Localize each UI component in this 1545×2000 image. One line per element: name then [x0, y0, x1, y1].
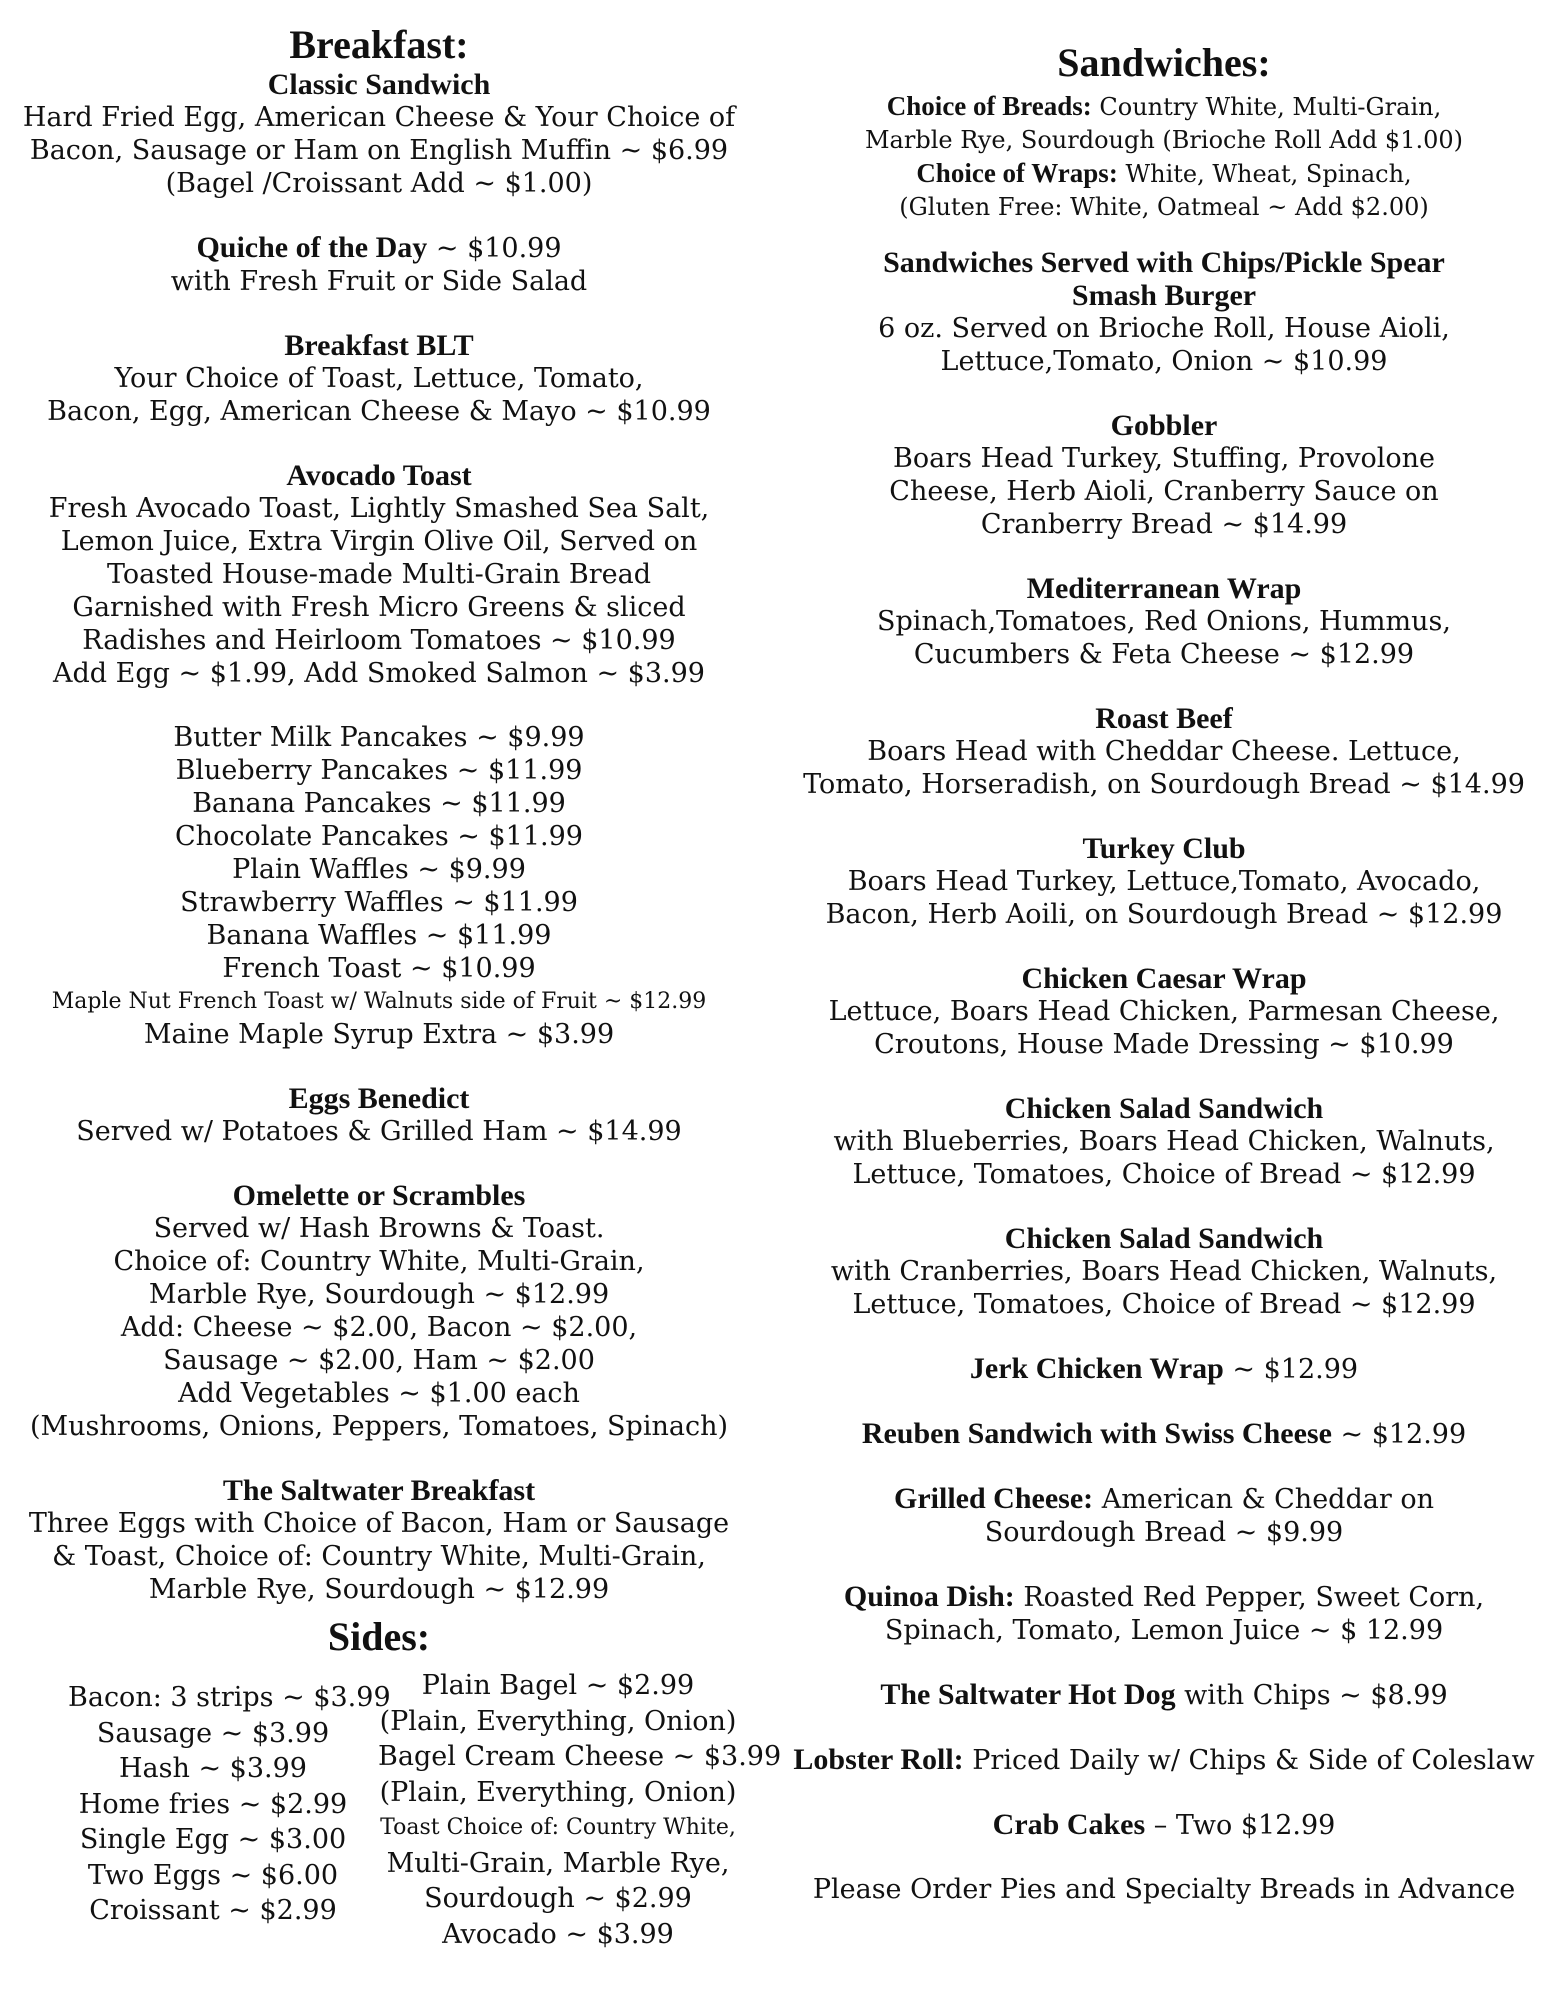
list-item: Butter Milk Pancakes ~ $9.99	[173, 722, 585, 753]
item-description: Served w/ Hash Browns & Toast.	[153, 1213, 605, 1244]
item-description: Your Choice of Toast, Lettuce, Tomato,	[114, 363, 644, 394]
menu-item-quinoa-dish	[792, 1580, 1536, 1647]
item-name: Gobbler	[1110, 409, 1218, 442]
item-description: 6 oz. Served on Brioche Roll, House Aioli,	[878, 313, 1450, 344]
item-description: with Blueberries, Boars Head Chicken, Walnuts,	[833, 1126, 1495, 1157]
sandwiches-title: Sandwiches:	[1057, 40, 1271, 85]
item-name: Roast Beef	[1095, 702, 1233, 735]
item-description: (Mushrooms, Onions, Peppers, Tomatoes, Spinach)	[29, 1411, 728, 1442]
item-description: Garnished with Fresh Micro Greens & sliced	[72, 592, 686, 623]
side-item: Bagel Cream Cheese ~ $3.99	[378, 1741, 782, 1772]
menu-item-eggs-benedict	[18, 1082, 740, 1148]
item-description: Roasted Red Pepper, Sweet Corn,	[1014, 1582, 1485, 1613]
item-description: with Chips ~ $8.99	[1175, 1680, 1448, 1711]
side-item: (Plain, Everything, Onion)	[379, 1705, 737, 1737]
item-description: Cheese, Herb Aioli, Cranberry Sauce on	[889, 476, 1439, 507]
list-item: Maple Nut French Toast w/ Walnuts side of Fruit ~ $12.99	[51, 989, 707, 1014]
item-price: ~ $12.99	[1223, 1354, 1359, 1385]
breakfast-column	[18, 0, 782, 1950]
item-name: Chicken Salad Sandwich	[1004, 1222, 1324, 1255]
item-description: Bacon, Sausage or Ham on English Muffin ~ $6.99	[29, 135, 729, 166]
menu-item-smash-burger	[792, 279, 1536, 378]
side-item: Sausage ~ $3.99	[96, 1717, 330, 1749]
item-description: Cucumbers & Feta Cheese ~ $12.99	[913, 639, 1415, 670]
sides-column-2	[378, 1668, 782, 1952]
wraps-line	[792, 157, 1536, 191]
item-description: Radishes and Heirloom Tomatoes ~ $10.99	[82, 625, 676, 656]
item-description: Tomato, Horseradish, on Sourdough Bread ~ $14.99	[803, 769, 1525, 800]
advance-order-note: Please Order Pies and Specialty Breads in Advance	[812, 1874, 1516, 1905]
item-description: Add: Cheese ~ $2.00, Bacon ~ $2.00,	[120, 1312, 638, 1343]
item-description: Three Eggs with Choice of Bacon, Ham or Sausage	[28, 1508, 730, 1539]
item-name: Breakfast BLT	[284, 329, 474, 362]
item-price: ~ $10.99	[427, 233, 562, 264]
menu-item-mediterranean-wrap	[792, 572, 1536, 671]
item-description: Hard Fried Egg, American Cheese & Your Choice of	[22, 102, 736, 133]
item-description: Fresh Avocado Toast, Lightly Smashed Sea Salt,	[48, 493, 710, 524]
item-name-line	[792, 1482, 1536, 1516]
menu-item-reuben	[792, 1417, 1536, 1451]
item-description: Marble Rye, Sourdough ~ $12.99	[148, 1574, 610, 1605]
side-item: Croissant ~ $2.99	[89, 1895, 337, 1926]
item-name: Lobster Roll:	[793, 1743, 964, 1776]
menu-item-chicken-caesar-wrap	[792, 962, 1536, 1061]
item-description: with Cranberries, Boars Head Chicken, Walnuts,	[830, 1256, 1498, 1287]
item-name: Chicken Salad Sandwich	[1004, 1092, 1324, 1125]
list-item: Strawberry Waffles ~ $11.99	[180, 887, 578, 918]
menu-item-hot-dog	[792, 1678, 1536, 1712]
side-item: (Plain, Everything, Onion)	[379, 1776, 737, 1808]
menu-item-classic-sandwich	[18, 68, 740, 200]
item-description: Priced Daily w/ Chips & Side of Coleslaw	[963, 1745, 1535, 1776]
item-description: Served w/ Potatoes & Grilled Ham ~ $14.99	[76, 1116, 682, 1147]
menu-item-gobbler	[792, 409, 1536, 541]
list-item: Plain Waffles ~ $9.99	[232, 854, 526, 885]
wraps-line-2: (Gluten Free: White, Oatmeal ~ Add $2.00)	[899, 193, 1429, 221]
item-description: Add Egg ~ $1.99, Add Smoked Salmon ~ $3.99	[53, 658, 705, 689]
list-item: Banana Pancakes ~ $11.99	[192, 788, 566, 819]
item-name: Crab Cakes	[992, 1808, 1146, 1841]
sandwiches-column	[792, 0, 1536, 1906]
wraps-label: Choice of Wraps:	[916, 158, 1118, 188]
item-name: Omelette or Scrambles	[232, 1179, 526, 1212]
item-name: Mediterranean Wrap	[1026, 572, 1302, 605]
side-item: Home fries ~ $2.99	[78, 1788, 348, 1820]
item-name: Grilled Cheese:	[894, 1482, 1094, 1515]
sides-column-1	[68, 1668, 391, 1929]
list-item: Maine Maple Syrup Extra ~ $3.99	[143, 1019, 615, 1050]
item-description: Spinach, Tomato, Lemon Juice ~ $ 12.99	[884, 1615, 1444, 1646]
breads-line-2: Marble Rye, Sourdough (Brioche Roll Add $1.00)	[864, 126, 1464, 154]
item-name: Smash Burger	[1071, 279, 1257, 312]
item-description: Lettuce,Tomato, Onion ~ $10.99	[940, 346, 1388, 377]
item-name: The Saltwater Hot Dog	[880, 1678, 1176, 1711]
item-description: – Two $12.99	[1145, 1810, 1336, 1841]
side-item: Sourdough ~ $2.99	[424, 1883, 692, 1914]
menu-item-saltwater-breakfast	[18, 1474, 740, 1606]
item-name: Avocado Toast	[286, 459, 472, 492]
item-name-line	[792, 1580, 1536, 1614]
side-item: Plain Bagel ~ $2.99	[421, 1670, 695, 1701]
side-item: Two Eggs ~ $6.00	[87, 1859, 339, 1891]
sides-section	[18, 1668, 782, 1950]
item-description: Toasted House-made Multi-Grain Bread	[106, 559, 652, 590]
menu-item-quiche	[18, 231, 740, 298]
sides-title: Sides:	[327, 1614, 431, 1659]
item-description: Boars Head Turkey, Lettuce,Tomato, Avocado,	[847, 866, 1481, 897]
item-name: The Saltwater Breakfast	[222, 1474, 536, 1507]
griddle-list	[18, 721, 740, 1051]
item-description: Choice of: Country White, Multi-Grain,	[113, 1246, 645, 1277]
menu-item-roast-beef	[792, 702, 1536, 801]
menu-item-avocado-toast	[18, 459, 740, 690]
side-item: Toast Choice of: Country White,	[380, 1815, 736, 1840]
breads-line	[792, 90, 1536, 124]
item-description: Boars Head Turkey, Stuffing, Provolone	[893, 443, 1435, 474]
menu-item-crab-cakes	[792, 1808, 1536, 1842]
item-name: Quiche of the Day	[196, 231, 428, 264]
menu-item-grilled-cheese	[792, 1482, 1536, 1549]
item-description: with Fresh Fruit or Side Salad	[170, 266, 588, 297]
item-description: Bacon, Egg, American Cheese & Mayo ~ $10.99	[47, 396, 711, 427]
item-description: Lettuce, Tomatoes, Choice of Bread ~ $12.99	[852, 1289, 1476, 1320]
list-item: Chocolate Pancakes ~ $11.99	[175, 821, 583, 852]
item-name: Jerk Chicken Wrap	[969, 1352, 1224, 1385]
menu-item-lobster-roll	[792, 1743, 1536, 1777]
breakfast-title: Breakfast:	[289, 22, 469, 67]
side-item: Multi-Grain, Marble Rye,	[386, 1847, 730, 1879]
menu-item-jerk-chicken-wrap	[792, 1352, 1536, 1386]
item-name: Turkey Club	[1082, 832, 1246, 865]
item-price: ~ $12.99	[1331, 1419, 1467, 1450]
served-with-note: Sandwiches Served with Chips/Pickle Spear	[883, 246, 1445, 279]
item-name-line	[18, 231, 740, 265]
item-description: American & Cheddar on	[1093, 1484, 1434, 1515]
menu-item-omelette	[18, 1179, 740, 1443]
item-name: Reuben Sandwich with Swiss Cheese	[861, 1417, 1332, 1450]
item-description: Lemon Juice, Extra Virgin Olive Oil, Served on	[60, 526, 698, 557]
list-item: Banana Waffles ~ $11.99	[206, 920, 552, 951]
menu-item-turkey-club	[792, 832, 1536, 931]
item-description: Croutons, House Made Dressing ~ $10.99	[874, 1029, 1454, 1060]
item-description: Lettuce, Boars Head Chicken, Parmesan Cheese,	[828, 996, 1500, 1027]
list-item: Blueberry Pancakes ~ $11.99	[175, 755, 583, 786]
side-item: Hash ~ $3.99	[119, 1753, 307, 1784]
menu-item-breakfast-blt	[18, 329, 740, 428]
item-name: Chicken Caesar Wrap	[1021, 962, 1307, 995]
item-description: Sausage ~ $2.00, Ham ~ $2.00	[163, 1345, 595, 1376]
item-description: Cranberry Bread ~ $14.99	[980, 509, 1348, 540]
side-item: Avocado ~ $3.99	[442, 1918, 674, 1950]
wraps-options: White, Wheat, Spinach,	[1117, 160, 1412, 188]
bread-choices	[792, 90, 1536, 224]
item-description: Spinach,Tomatoes, Red Onions, Hummus,	[877, 606, 1451, 637]
item-description: Bacon, Herb Aoili, on Sourdough Bread ~ $12.99	[825, 899, 1503, 930]
side-item: Single Egg ~ $3.00	[79, 1824, 347, 1855]
item-description: & Toast, Choice of: Country White, Multi-Grain,	[52, 1541, 706, 1572]
menu-item-chicken-salad-cranberry	[792, 1222, 1536, 1321]
item-name: Eggs Benedict	[288, 1082, 470, 1115]
list-item: French Toast ~ $10.99	[222, 953, 536, 984]
item-description: Add Vegetables ~ $1.00 each	[178, 1378, 580, 1409]
item-name: Quinoa Dish:	[843, 1580, 1015, 1613]
side-item: Bacon: 3 strips ~ $3.99	[68, 1682, 391, 1713]
item-description: Lettuce, Tomatoes, Choice of Bread ~ $12.99	[852, 1159, 1476, 1190]
item-name: Classic Sandwich	[267, 68, 491, 101]
breads-label: Choice of Breads:	[886, 91, 1092, 121]
item-description: Sourdough Bread ~ $9.99	[984, 1517, 1344, 1548]
breads-options: Country White, Multi-Grain,	[1091, 93, 1442, 121]
menu-item-chicken-salad-blueberry	[792, 1092, 1536, 1191]
item-description: (Bagel /Croissant Add ~ $1.00)	[165, 168, 593, 199]
item-description: Boars Head with Cheddar Cheese. Lettuce,	[867, 736, 1461, 767]
item-description: Marble Rye, Sourdough ~ $12.99	[148, 1279, 610, 1310]
